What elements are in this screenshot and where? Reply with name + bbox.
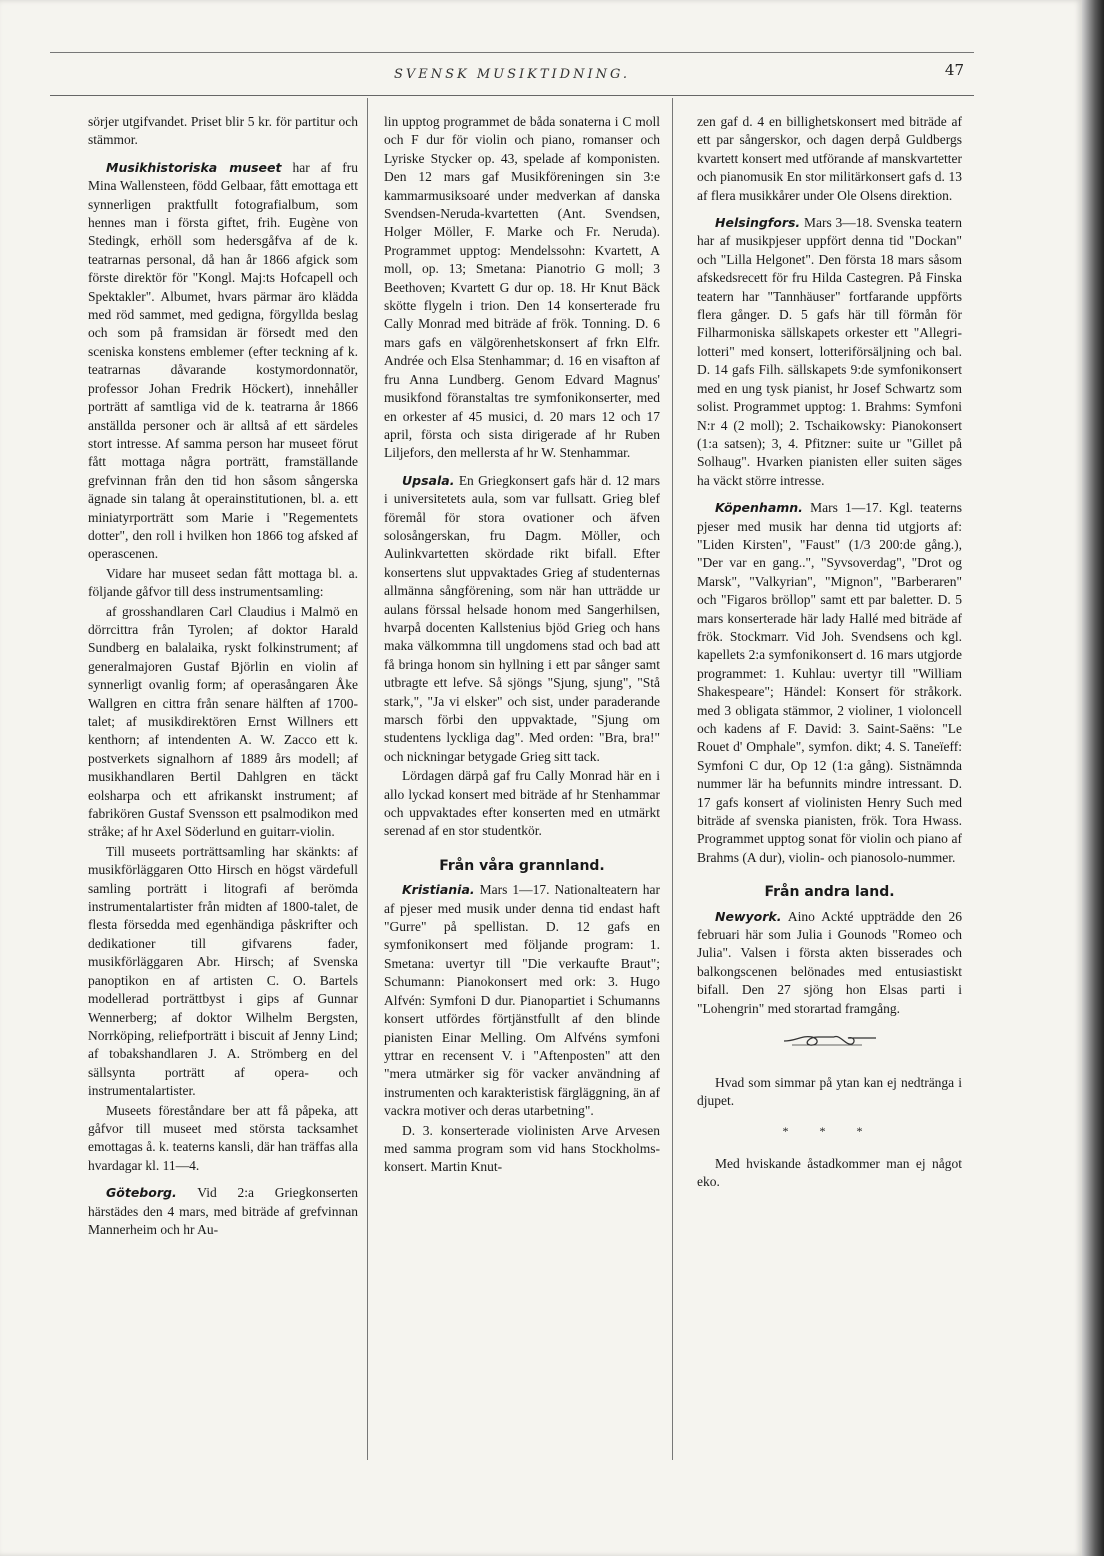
paragraph bbox=[88, 1184, 358, 1239]
column-divider bbox=[367, 98, 368, 1460]
paragraph-text: Vid 2:a Griegkonserten härstädes den 4 mars, med biträde af grefvinnan Mannerheim och hr Au- bbox=[88, 1185, 358, 1237]
paragraph-text: Mars 3—18. Svenska teatern har af musikpjeser uppfört denna tid "Dockan" och "Lilla Helgonet". Den första 18 mars såsom afskedsrecett för fru Hilda Castegren. På Finska teatern har "Tannhäuser" fortfarande uppförts flera gånger. D. 5 gafs här till förmån för Filharmoniska sällskapets orkester ett "Allegri-lotteri" med konsert, lotteriförsäljning och bal. D. 14 gafs Filh. sällskapets 9:de symfonikonsert med en ung tysk pianist, hr Josef Schwartz som solist. Programmet upptog: 1. Brahms: Symfoni N:r 4 (2 moll); 2. Tschaikowsky: Pianokonsert (1:a satsen); 3, 4. Pfitzner: suite ur "Gillet på Solhaug". Hvarken pianisten eller suiten säges ha väckt större intresse. bbox=[697, 215, 962, 488]
section-keyword: Kristiania. bbox=[402, 882, 475, 898]
paragraph-text: Mars 1—17. Nationalteatern har af pjeser med musik under denna tid endast haft "Gurre" på spellistan. D. 12 gafs en symfonikonsert med följande program: 1. Smetana: uvertyr till "Die verkaufte Braut"; Schumann: Pianokonsert med ork: 3. Hugo Alfvén: Symfoni D dur. Pianopartiet i Schumanns konsert utfördes förtjänstfullt af den blinde pianisten Einar Melling. Om Alfvéns symfoni yttrar en recensent V. i "Aftenposten" att den "mera utmärker sig för vacker användning af instrumenten och karakteristisk färgläggning, än af vackra motiver och deras utarbetning". bbox=[384, 882, 660, 1119]
page-edge-shadow bbox=[1082, 0, 1104, 1556]
section-keyword: Upsala. bbox=[402, 472, 455, 488]
paragraph: Museets föreståndare ber att få påpeka, att gåfvor till museet med största tacksamhet emottagas å. k. teaterns kansli, där han träffas alla hvardagar kl. 11—4. bbox=[88, 1102, 358, 1173]
running-title: SVENSK MUSIKTIDNING. bbox=[393, 67, 631, 82]
section-heading: Från våra grannland. bbox=[439, 857, 605, 874]
paragraph: lin upptog programmet de båda sonaterna i C moll och F dur för violin och piano, romanser och Lyriske Stycker op. 43, spelade af komponisten. Den 12 mars gaf Musikföreningen sin 3:e kammarmusiksoaré under medverkan af danska Svendsen-Neruda-kvartetten (Ant. Svendsen, Holger Möller, F. Marke och Fr. Neruda). Programmet upptog: Mendelssohn: Kvartett, A moll, op. 13; Smetana: Pianotrio G moll; 3 Beethoven; Kvartett G dur op. 18. Hr Knut Bäck skötte flygeln i trion. Den 14 konserterade fru Cally Monrad med biträde af frök. Tonning. D. 6 mars gafs en välgörenhetskonsert af frkn Elfr. Andrée och Elsa Stenhammar; d. 16 en visafton af fru Anna Lundberg. Genom Edvard Magnus' musikfond föranstaltas tre symfonikonserter, med en orkester af 45 musici, d. 20 mars 12 och 17 april, första och sista dirigerade af hr Ruben Liljefors, den mellersta af hr W. Stenhammar. bbox=[384, 114, 660, 461]
section-keyword: Köpenhamn. bbox=[715, 500, 803, 516]
section-keyword: Helsingfors. bbox=[715, 215, 801, 231]
column-right bbox=[697, 113, 962, 1453]
asterisk-divider: * * * bbox=[782, 1124, 877, 1139]
paragraph: sörjer utgifvandet. Priset blir 5 kr. för partitur och stämmor. bbox=[88, 114, 358, 148]
paragraph bbox=[697, 214, 962, 490]
section-heading: Från andra land. bbox=[764, 884, 895, 901]
paragraph bbox=[88, 159, 358, 564]
paragraph: af grosshandlaren Carl Claudius i Malmö en dörrcittra från Tyrolen; af doktor Harald Sundberg en balalaika, ryskt folkinstrument; af generalmajoren Gustaf Björlin en violin af synnerligt ovanlig form; af operasångaren Åke Wallgren en cittra från senare hälften af 1700-talet; af musikdirektören Ernst Willners ett kenthorn; af intendenten A. W. Zacco ett k. postverkets signalhorn af 1889 års modell; af musikhandlaren Bertil Dahlgren en täckt eolsharpa och ett afrikanskt instrument; af fabrikören Gustaf Svensson ett psalmodikon med stråke; af hr Axel Söderlund en guitarr-violin. bbox=[88, 603, 358, 840]
paragraph bbox=[384, 472, 660, 767]
paragraph: zen gaf d. 4 en billighetskonsert med biträde af ett par sångerskor, och dagen derpå Guldbergs kvartett konsert med utförande af manskvartetter och pianomusik En stor militärkonsert gafs d. 13 af flera musikkårer under Ole Olsens direktion. bbox=[697, 114, 962, 203]
paragraph-text: har af fru Mina Wallensteen, född Gelbaar, fått emottaga ett synnerligen praktfullt fotografialbum, som hennes man i första giftet, frih. Eugène von Stedingk, erhöll som hedersgåfva af de k. teatrarnas personal, då han år 1866 afgick som förste direktör för "Kongl. Maj:ts Hofcapell och Spektakler". Albumet, hvars pärmar äro klädda med röd sammet, med gedigna, förgyllda beslag och som på framsidan är försedt med den sceniska konstens emblemer (efter teckning af k. teatrarnas dåvarande kostymordonnatör, professor Johan Fredrik Höckert), innehåller porträtt af samtliga vid de k. teatrarna år 1866 anställda personer och är alltså af ett särdeles stort intresse. Af samma person har museet förut fått mottaga några porträtt, framställande grefvinnan från den tid hon såsom sångerska ägnade sin talang åt operainstitutionen, bl. a. ett miniatyrporträtt som Marie i "Regementets dotter", den roll i hvilken hon 1866 tog afsked af operascenen. bbox=[88, 159, 358, 562]
paragraph: Till museets porträttsamling har skänkts: af musikförläggaren Otto Hirsch en högst värdefull samling porträtt i litografi af berömda instrumentalartister från midten af 1800-talet, de flesta försedda med egenhändiga påskrifter och dedikationer till gifvarens fader, musikförläggaren Abr. Hirsch; af Svenska panoptikon en af artisten C. O. Bartels modellerad porträttbyst i gips af Gunnar Wennerberg; af doktor Wilhelm Bergsten, Norrköping, reliefporträtt i biscuit af Jenny Lind; af tobakshandlaren J. A. Strömberg en del sällsynta porträtt af opera- och instrumentalartister. bbox=[88, 843, 358, 1099]
paragraph-text: Aino Ackté uppträdde den 26 februari här som Julia i Gounods "Romeo och Julia". Valsen i första akten bisserades och balkongscenen belönades med entusiastiskt bifall. Den 27 sjöng hon Elsas parti i "Lohengrin" med storartad framgång. bbox=[697, 908, 962, 1016]
paragraph bbox=[697, 499, 962, 867]
page-number: 47 bbox=[944, 61, 964, 79]
paragraph: Lördagen därpå gaf fru Cally Monrad här en i allo lyckad konsert med biträde af hr Stenhammar och uppvaktades efter konserten med en utmärkt serenad af en stor studentkör. bbox=[384, 768, 660, 839]
page-header bbox=[50, 52, 974, 96]
column-middle bbox=[384, 113, 660, 1453]
paragraph: D. 3. konserterade violinisten Arve Arvesen med samma program som vid hans Stockholms-konsert. Martin Knut- bbox=[384, 1122, 660, 1175]
section-keyword: Newyork. bbox=[715, 908, 782, 924]
section-keyword: Musikhistoriska museet bbox=[106, 159, 282, 175]
paragraph bbox=[697, 908, 962, 1018]
paragraph: Hvad som simmar på ytan kan ej nedtränga i djupet. bbox=[697, 1074, 962, 1108]
paragraph-text: Mars 1—17. Kgl. teaterns pjeser med musik har denna tid utgjorts af: "Liden Kirsten", "Faust" (1/3 200:de gång.), "Der var en gang..", "Syvsoverdag", "Drot og Marsk", "Valkyrian", "Mignon", "Barberaren" och "Figaros bröllop" samt ett par baletter. D. 5 mars konserterade här lady Hallé med biträde af frök. Stockmarr. Vid Joh. Svendsens och kgl. kapellets 2:a symfonikonsert d. 16 mars utgjorde programmet: 1. Kuhlau: uvertyr till "William Shakespeare"; Händel: Konsert för stråkork. med 3 obligata stämmor, 2 violiner, 1 violoncell och kadens af F. David: 3. Saint-Saëns: "Le Rouet d' Omphale", symfon. dikt; 4. S. Taneïeff: Symfoni C dur, Op 12 (1:a gång). Sistnämnda nummer lär ha befunnits mindre intressant. D. 17 gafs konsert af violinisten Henry Such med biträde af svenska pianisten, frök. Tora Hwass. Programmet upptog sonat för violin och piano af Brahms (A dur), violin- och pianosolo-nummer. bbox=[697, 500, 962, 865]
paragraph: Vidare har museet sedan fått mottaga bl. a. följande gåfvor till dess instrumentsamling: bbox=[88, 565, 358, 600]
paragraph bbox=[384, 881, 660, 1120]
column-left bbox=[88, 113, 358, 1453]
paragraph: Med hviskande åstadkommer man ej något eko. bbox=[697, 1155, 962, 1190]
column-divider bbox=[672, 98, 673, 1460]
ornament-divider-icon bbox=[697, 1032, 962, 1055]
paragraph-text: En Griegkonsert gafs här d. 12 mars i universitetets aula, som var fullsatt. Grieg blef föremål för stora ovationer och äfven solosångerskan, fru Dagm. Möller, och Aulinkvartetten skördade rikt bifall. Efter konsertens slut uppvaktades Grieg af studenternas allmänna sångförening, som när han utträdde ur aulans förssal helsade honom med Sangerhilsen, hvarpå docenten Kallstenius bjöd Grieg och hans maka välkommna till ungdomens stad och bad att få bringa honom sin hyllning i ett par sånger samt utbragte ett lefve. Så sjöngs "Sjung, sjung", "Stå stark,", "Ja vi elsker" och sist, under paraderande marsch förbi den uppvaktade, "Sjung om studentens lyckliga dag". Med orden: "Bra, bra!" och nickningar betygade Grieg sitt tack. bbox=[384, 472, 660, 764]
section-keyword: Göteborg. bbox=[106, 1185, 177, 1201]
